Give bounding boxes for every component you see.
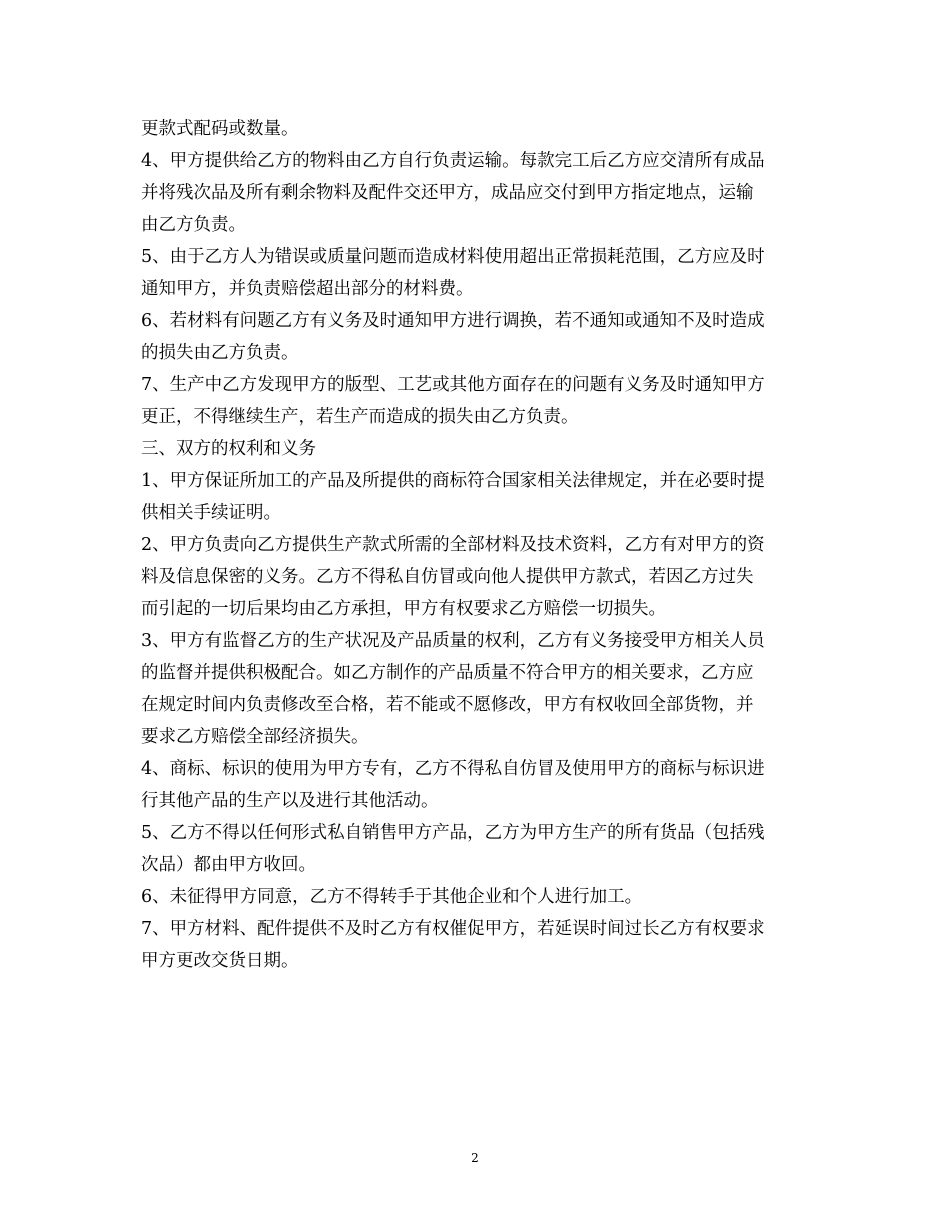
text-line: 甲方更改交货日期。 xyxy=(141,951,299,971)
text-line: 通知甲方，并负责赔偿超出部分的材料费。 xyxy=(141,279,474,299)
paragraph xyxy=(141,465,811,529)
page-number: 2 xyxy=(471,1151,479,1165)
text-line: 5、乙方不得以任何形式私自销售甲方产品，乙方为甲方生产的所有货品（包括残 xyxy=(141,823,765,843)
text-line: 的监督并提供积极配合。如乙方制作的产品质量不符合甲方的相关要求，乙方应 xyxy=(141,663,754,683)
text-line: 并将残次品及所有剩余物料及配件交还甲方，成品应交付到甲方指定地点，运输 xyxy=(141,183,754,203)
text-line: 4、商标、标识的使用为甲方专有，乙方不得私自仿冒及使用甲方的商标与标识进 xyxy=(141,759,765,779)
text-line: 1、甲方保证所加工的产品及所提供的商标符合国家相关法律规定，并在必要时提 xyxy=(141,471,765,491)
text-line: 7、甲方材料、配件提供不及时乙方有权催促甲方，若延误时间过长乙方有权要求 xyxy=(141,919,765,939)
text-line: 4、甲方提供给乙方的物料由乙方自行负责运输。每款完工后乙方应交清所有成品 xyxy=(141,151,765,171)
paragraph xyxy=(141,369,811,433)
text-line: 三、双方的权利和义务 xyxy=(141,439,316,459)
text-line: 5、由于乙方人为错误或质量问题而造成材料使用超出正常损耗范围，乙方应及时 xyxy=(141,247,765,267)
text-line: 由乙方负责。 xyxy=(141,215,246,235)
paragraph xyxy=(141,625,811,753)
text-line: 而引起的一切后果均由乙方承担，甲方有权要求乙方赔偿一切损失。 xyxy=(141,599,666,619)
text-line: 次品）都由甲方收回。 xyxy=(141,855,316,875)
text-line: 的损失由乙方负责。 xyxy=(141,343,299,363)
text-line: 要求乙方赔偿全部经济损失。 xyxy=(141,727,369,747)
text-line: 更款式配码或数量。 xyxy=(141,119,299,139)
paragraph xyxy=(141,529,811,625)
paragraph xyxy=(141,241,811,305)
paragraph xyxy=(141,881,811,913)
text-line: 3、甲方有监督乙方的生产状况及产品质量的权利，乙方有义务接受甲方相关人员 xyxy=(141,631,765,651)
text-line: 料及信息保密的义务。乙方不得私自仿冒或向他人提供甲方款式，若因乙方过失 xyxy=(141,567,754,587)
paragraph xyxy=(141,817,811,881)
text-line: 更正，不得继续生产，若生产而造成的损失由乙方负责。 xyxy=(141,407,579,427)
paragraph xyxy=(141,433,811,465)
paragraph xyxy=(141,753,811,817)
text-line: 供相关手续证明。 xyxy=(141,503,281,523)
paragraph xyxy=(141,913,811,977)
text-line: 6、若材料有问题乙方有义务及时通知甲方进行调换，若不通知或通知不及时造成 xyxy=(141,311,765,331)
text-line: 6、未征得甲方同意，乙方不得转手于其他企业和个人进行加工。 xyxy=(141,887,643,907)
paragraph xyxy=(141,305,811,369)
text-line: 在规定时间内负责修改至合格，若不能或不愿修改，甲方有权收回全部货物，并 xyxy=(141,695,754,715)
text-line: 行其他产品的生产以及进行其他活动。 xyxy=(141,791,439,811)
paragraph xyxy=(141,145,811,241)
text-line: 2、甲方负责向乙方提供生产款式所需的全部材料及技术资料，乙方有对甲方的资 xyxy=(141,535,765,555)
text-line: 7、生产中乙方发现甲方的版型、工艺或其他方面存在的问题有义务及时通知甲方 xyxy=(141,375,765,395)
paragraph xyxy=(141,113,811,145)
document-body xyxy=(141,113,811,977)
